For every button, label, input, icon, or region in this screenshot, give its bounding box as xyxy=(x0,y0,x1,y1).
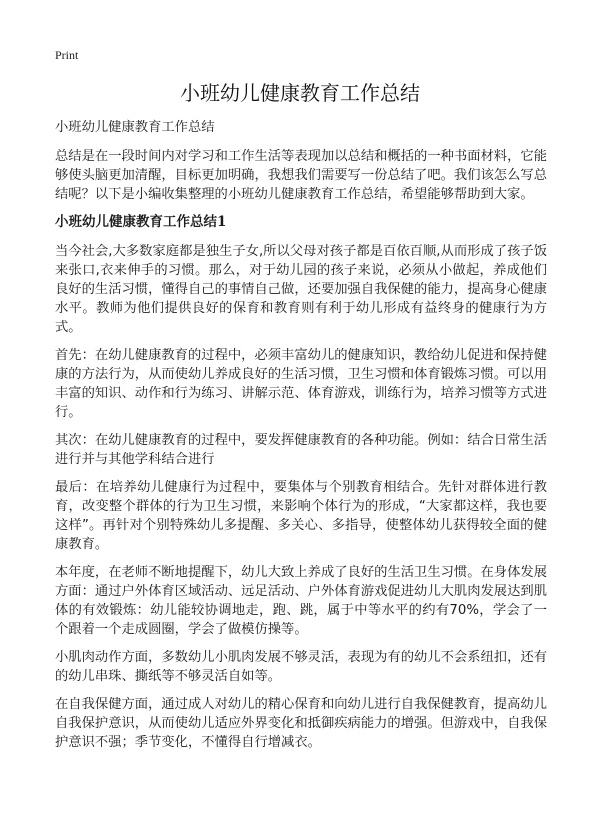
document-subtitle: 小班幼儿健康教育工作总结 xyxy=(55,120,215,135)
paragraph-2: 首先：在幼儿健康教育的过程中，必须丰富幼儿的健康知识，教给幼儿促进和保持健康的方法行为，从而使幼儿养成良好的生活习惯，卫生习惯和体育锻炼习惯。可以用丰富的知识、动作和行为练习、讲解示范、体育游戏，训练行为，培养习惯等方式进行。 xyxy=(55,348,547,420)
print-label: Print xyxy=(55,48,79,62)
document-title: 小班幼儿健康教育工作总结 xyxy=(180,81,420,105)
intro-paragraph: 总结是在一段时间内对学习和工作生活等表现加以总结和概括的一种书面材料，它能够使头脑更加清醒，目标更加明确，我想我们需要写一份总结了吧。我们该怎么写总结呢？以下是小编收集整理的小班幼儿健康教育工作总结，希望能够帮助到大家。 xyxy=(55,149,547,202)
paragraph-1: 当今社会,大多数家庭都是独生子女,所以父母对孩子都是百依百顺,从而形成了孩子饭来张口,衣来伸手的习惯。那么，对于幼儿园的孩子来说，必须从小做起，养成他们良好的生活习惯，懂得自己的事情自己做，还要加强自我保健的能力，提高身心健康水平。教师为他们提供良好的保育和教育则有利于幼儿形成有益终身的健康行为方式。 xyxy=(55,244,547,335)
paragraph-5: 本年度，在老师不断地提醒下，幼儿大致上养成了良好的生活卫生习惯。在身体发展方面：通过户外体育区域活动、远足活动、户外体育游戏促进幼儿大肌肉发展达到肌体的有效锻炼：幼儿能较协调地走，跑、跳，属于中等水平的约有70%，学会了一个跟着一个走成圆圈，学会了做模仿操等。 xyxy=(55,565,547,637)
document-body xyxy=(55,118,547,761)
section-heading: 小班幼儿健康教育工作总结1 xyxy=(55,214,227,230)
paragraph-6: 小肌肉动作方面，多数幼儿小肌肉发展不够灵活，表现为有的幼儿不会系纽扣，还有的幼儿串珠、撕纸等不够灵活自如等。 xyxy=(55,650,547,684)
paragraph-7: 在自我保健方面，通过成人对幼儿的精心保育和向幼儿进行自我保健教育，提高幼儿自我保护意识，从而使幼儿适应外界变化和抵御疾病能力的增强。但游戏中，自我保护意识不强；季节变化，不懂得自行增减衣。 xyxy=(55,697,547,750)
paragraph-3: 其次：在幼儿健康教育的过程中，要发挥健康教育的各种功能。例如：结合日常生活进行并与其他学科结合进行 xyxy=(55,433,547,467)
paragraph-4: 最后：在培养幼儿健康行为过程中，要集体与个别教育相结合。先针对群体进行教育，改变整个群体的行为卫生习惯，来影响个体行为的形成，“大家都这样，我也要这样”。再针对个别特殊幼儿多提醒、多关心、多指导，使整体幼儿获得较全面的健康教育。 xyxy=(55,480,547,552)
